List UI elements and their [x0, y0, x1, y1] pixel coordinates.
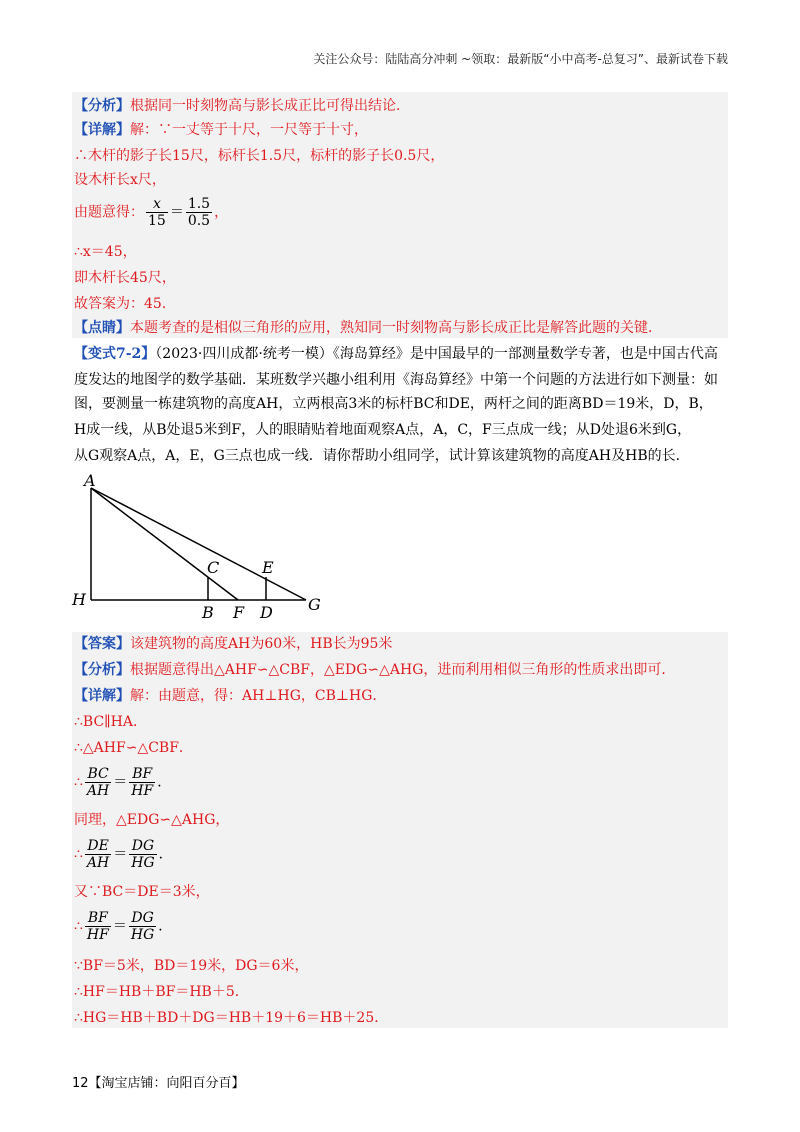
page-header: 关注公众号：陆陆高分冲刺 ~领取：最新版“小中高考-总复习”、最新试卷下载: [313, 52, 728, 66]
analysis-line-2: 【分析】根据题意得出△AHF∽△CBF，△EDG∽△AHG，进而利用相似三角形的性质求出即可．: [74, 662, 676, 678]
answer-line: 【答案】该建筑物的高度AH为60米，HB长为95米: [74, 636, 393, 652]
analysis-line: 【分析】根据同一时刻物高与影长成正比可得出结论．: [74, 98, 410, 114]
detail-line-2: 【详解】解：由题意，得：AH⊥HG，CB⊥HG．: [74, 688, 387, 704]
problem-line-5: 从G观察A点，A，E，G三点也成一线．请你帮助小组同学，试计算该建筑物的高度AH及HB的长．: [74, 448, 690, 464]
solution2-line-8: ∴ $\frac{DE}{AH}$ ＝ $\frac{DG}{HG}$ ．: [74, 838, 173, 871]
solution2-line-9: 又∵BC＝DE＝3米，: [74, 884, 210, 900]
solution2-line-13: ∴HG＝HB＋BD＋DG＝HB＋19＋6＝HB＋25．: [74, 1010, 389, 1026]
comment-line: 【点睛】本题考查的是相似三角形的应用，熟知同一时刻物高与影长成正比是解答此题的关键．: [74, 320, 662, 336]
solution2-line-10: ∴ $\frac{BF}{HF}$ ＝ $\frac{DG}{HG}$ ．: [74, 910, 173, 943]
problem-line-1: 【变式7-2】（2023·四川成都·统考一模）《海岛算经》是中国最早的一部测量数学专著，也是中国古代高: [74, 346, 718, 362]
solution2-line-6: ∴ $\frac{BC}{AH}$ ＝ $\frac{BF}{HF}$ ．: [74, 766, 172, 799]
label-G: G: [308, 595, 321, 614]
line-AF: [91, 488, 238, 600]
solution2-line-7: 同理，△EDG∽△AHG，: [74, 812, 230, 828]
solution-line-3: ∴木杆的影子长15尺，标杆长1.5尺，标杆的影子长0.5尺，: [74, 148, 445, 164]
solution-line-6: ∴x＝45，: [74, 244, 137, 260]
problem-line-3: 图，要测量一栋建筑物的高度AH，立两根高3米的标杆BC和DE，两杆之间的距离BD＝19米，D，B，: [74, 396, 713, 412]
problem-line-2: 度发达的地图学的数学基础．某班数学兴趣小组利用《海岛算经》中第一个问题的方法进行如下测量：如: [74, 372, 718, 388]
detail-line: 【详解】解：∵一丈等于十尺，一尺等于十寸，: [74, 122, 368, 138]
label-B: B: [202, 603, 214, 620]
label-D: D: [260, 603, 273, 620]
page-footer: 12【淘宝店铺：向阳百分百】: [72, 1076, 245, 1091]
solution-line-5: 由题意得： $\frac{x}{15}$ ＝ $\frac{1.5}{0.5}$ ，: [74, 196, 229, 229]
geometry-figure: [66, 470, 336, 620]
solution2-line-4: ∴BC∥HA．: [74, 714, 147, 730]
solution2-line-12: ∴HF＝HB＋BF＝HB＋5．: [74, 984, 249, 1000]
solution-line-4: 设木杆长x尺，: [74, 172, 166, 188]
label-E: E: [262, 558, 274, 577]
label-A: A: [84, 471, 96, 490]
problem-line-4: H成一线，从B处退5米到F，人的眼睛贴着地面观察A点，A，C，F三点成一线；从D处退6米到G，: [74, 422, 692, 438]
line-AG: [91, 488, 306, 600]
solution2-line-11: ∵BF＝5米，BD＝19米，DG＝6米，: [74, 958, 309, 974]
label-F: F: [233, 603, 245, 620]
solution-line-8: 故答案为：45．: [74, 296, 176, 312]
label-H: H: [72, 590, 86, 609]
solution2-line-5: ∴△AHF∽△CBF．: [74, 740, 193, 756]
solution-line-7: 即木杆长45尺，: [74, 270, 176, 286]
label-C: C: [207, 558, 220, 577]
